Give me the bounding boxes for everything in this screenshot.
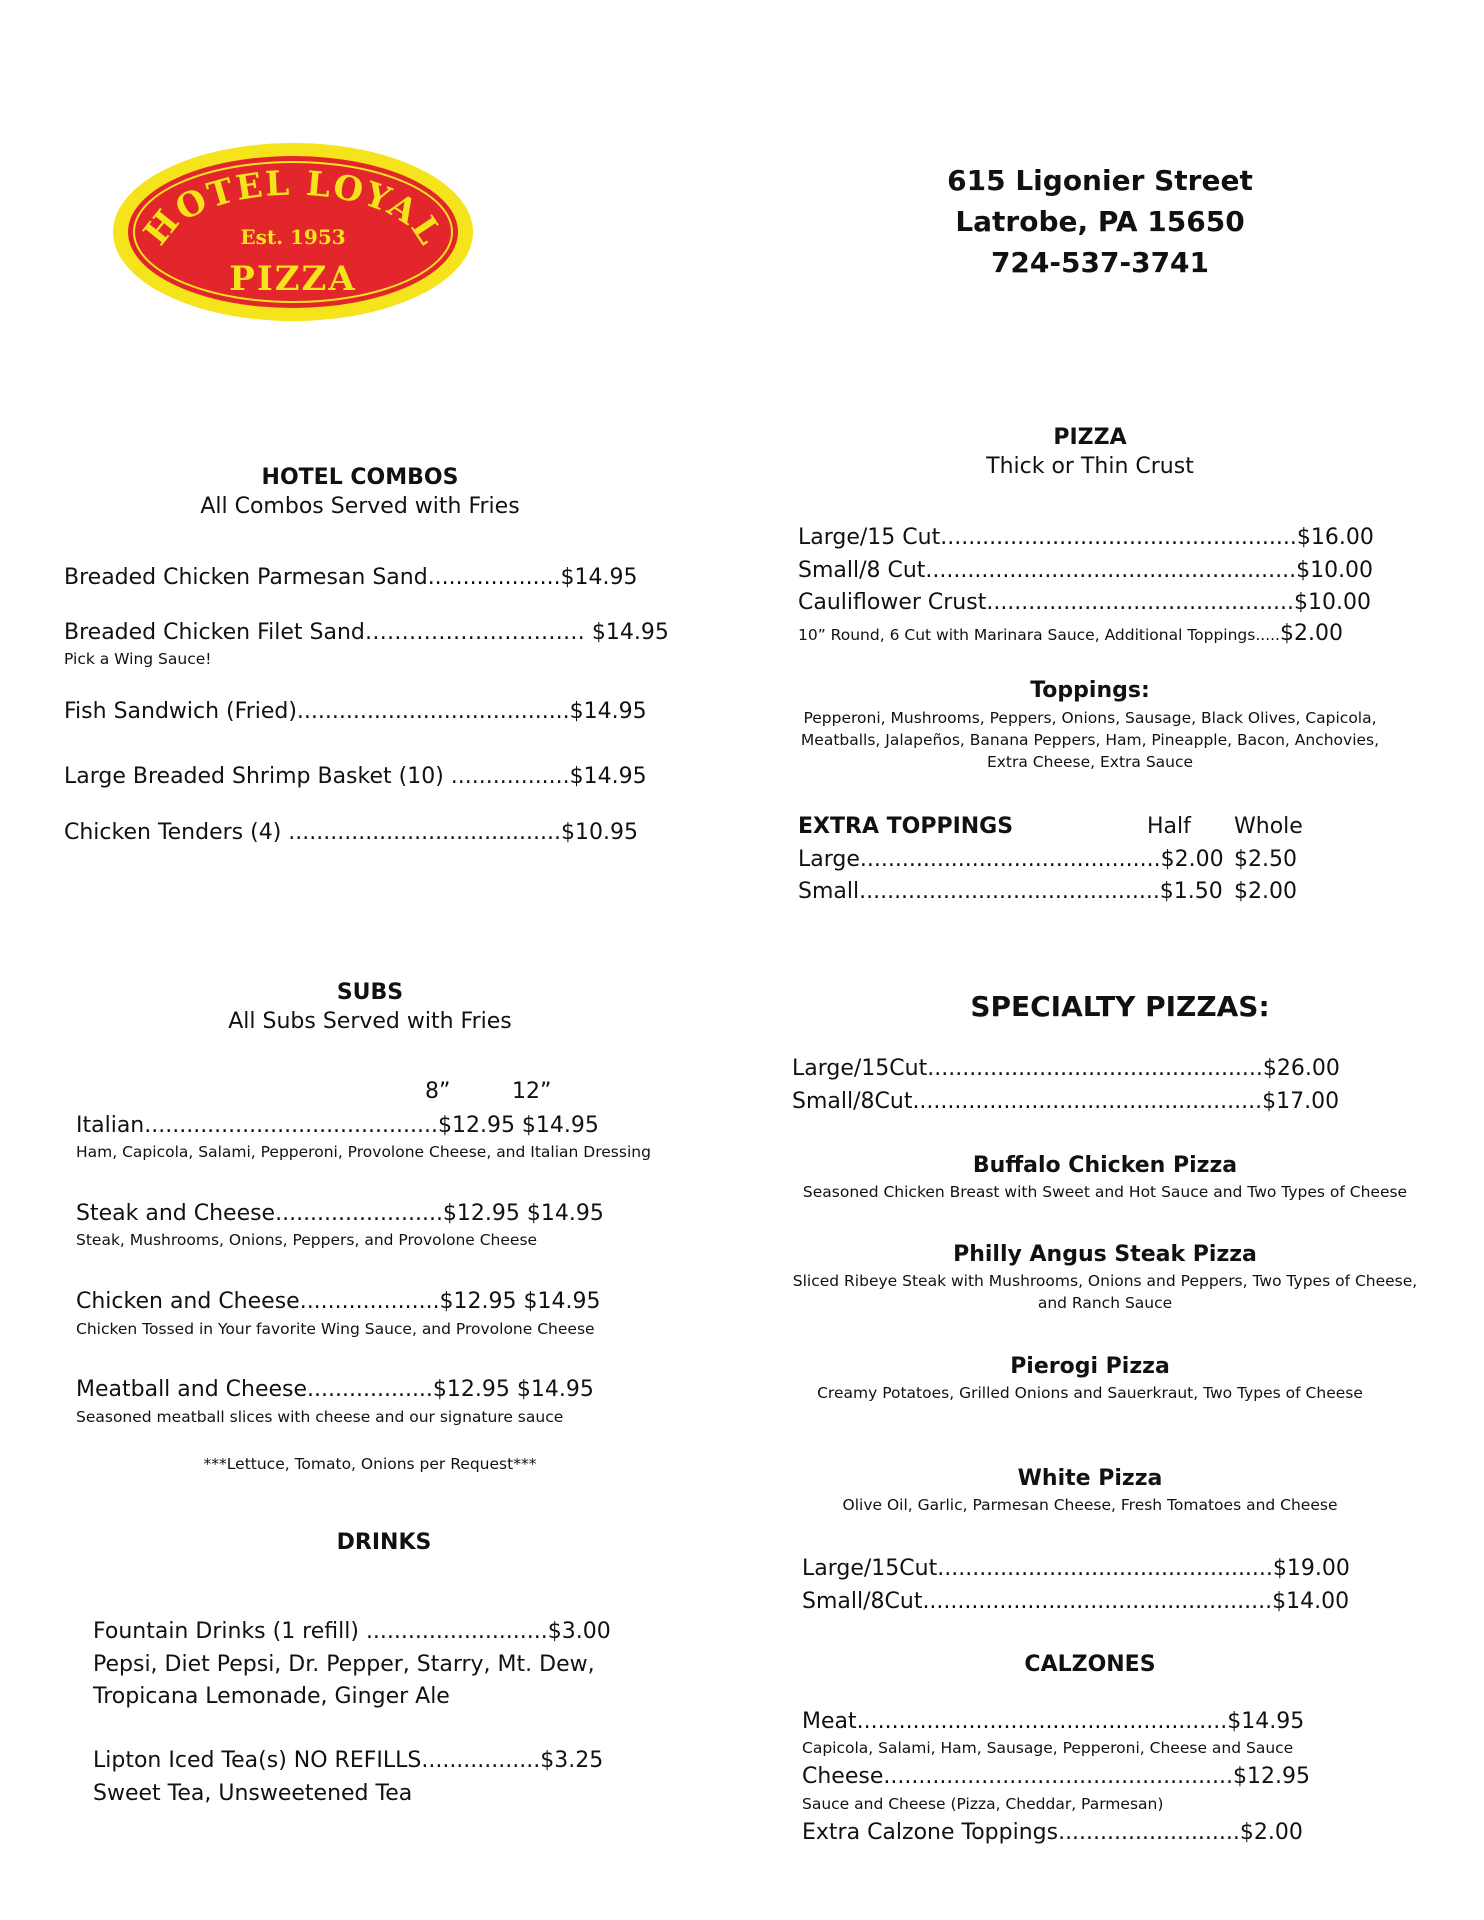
combo-item: Breaded Chicken Parmesan Sand...................$14.95 (64, 565, 638, 590)
calzones-title: CALZONES (1024, 1652, 1156, 1677)
toppings-line: Meatballs, Jalapeños, Banana Peppers, Ham, Pineapple, Bacon, Anchovies, (800, 731, 1380, 749)
sub-item: Steak and Cheese........................$12.95 $14.95 (76, 1201, 604, 1226)
subs-footnote: ***Lettuce, Tomato, Onions per Request*** (203, 1455, 537, 1473)
calzone-extra: Extra Calzone Toppings..........................$2.00 (802, 1820, 1303, 1845)
white-pizza-size: Large/15Cut................................................$19.00 (802, 1556, 1350, 1581)
pizza-note-price: $2.00 (1279, 621, 1343, 646)
address-city: Latrobe, PA 15650 (955, 205, 1245, 238)
subs-header (170, 980, 570, 1034)
sub-item-note: Chicken Tossed in Your favorite Wing Sauce, and Provolone Cheese (76, 1320, 595, 1338)
combos-header (160, 465, 560, 519)
sub-item: Meatball and Cheese..................$12.95 $14.95 (76, 1377, 594, 1402)
pizza-note (798, 621, 1343, 646)
subs-title: SUBS (336, 980, 404, 1005)
calzone-meat-note: Capicola, Salami, Ham, Sausage, Pepperoni, Cheese and Sauce (802, 1739, 1294, 1757)
extra-large-whole: $2.50 (1234, 847, 1297, 872)
specialty-pizza-name: White Pizza (1017, 1466, 1163, 1491)
drinks-line: Tropicana Lemonade, Ginger Ale (93, 1684, 450, 1709)
combo-item: Fish Sandwich (Fried).......................................$14.95 (64, 699, 647, 724)
specialty-pizza-desc: Olive Oil, Garlic, Parmesan Cheese, Fresh Tomatoes and Cheese (842, 1496, 1338, 1514)
combo-item: Chicken Tenders (4) .......................................$10.95 (64, 820, 638, 845)
combo-item: Large Breaded Shrimp Basket (10) .................$14.95 (64, 764, 647, 789)
address-block (900, 160, 1300, 283)
pizza-item: Large/15 Cut...................................................$16.00 (798, 525, 1374, 550)
subs-size-8: 8” (425, 1079, 451, 1104)
pizza-title: PIZZA (1053, 425, 1127, 450)
specialty-pizza-desc: Seasoned Chicken Breast with Sweet and Hot Sauce and Two Types of Cheese (802, 1183, 1408, 1201)
extra-small-whole: $2.00 (1234, 879, 1297, 904)
extra-whole-header: Whole (1234, 814, 1303, 839)
pizza-subtitle: Thick or Thin Crust (986, 454, 1194, 479)
toppings-line: Pepperoni, Mushrooms, Peppers, Onions, Sausage, Black Olives, Capicola, (803, 709, 1377, 727)
toppings-block (790, 678, 1390, 773)
specialty-pizza-desc: Creamy Potatoes, Grilled Onions and Sauerkraut, Two Types of Cheese (817, 1384, 1363, 1402)
specialty-pizza-desc: Sliced Ribeye Steak with Mushrooms, Onions and Peppers, Two Types of Cheese, (792, 1272, 1418, 1290)
pizza-header (890, 425, 1290, 479)
extra-small: Small...........................................$1.50 (798, 879, 1223, 904)
sub-item-note: Seasoned meatball slices with cheese and our signature sauce (76, 1408, 564, 1426)
white-pizza-size: Small/8Cut..................................................$14.00 (802, 1589, 1350, 1614)
combo-item: Breaded Chicken Filet Sand………………………… $14.95 (64, 620, 669, 645)
extra-toppings-title: EXTRA TOPPINGS (798, 814, 1014, 839)
calzone-meat: Meat.....................................................$14.95 (802, 1709, 1305, 1734)
combo-item-note: Pick a Wing Sauce! (64, 650, 212, 668)
hotel-loyal-logo (112, 142, 474, 322)
drinks-line: Lipton Iced Tea(s) NO REFILLS.................$3.25 (93, 1748, 604, 1773)
calzone-cheese: Cheese..................................................$12.95 (802, 1764, 1311, 1789)
toppings-line: Extra Cheese, Extra Sauce (986, 753, 1194, 771)
specialty-pizza (790, 1242, 1420, 1314)
toppings-title: Toppings: (1030, 678, 1150, 703)
specialty-pizza-desc: and Ranch Sauce (1037, 1294, 1173, 1312)
pizza-item: Cauliflower Crust............................................$10.00 (798, 590, 1372, 615)
sub-item: Chicken and Cheese....................$12.95 $14.95 (76, 1289, 601, 1314)
sub-item-note: Ham, Capicola, Salami, Pepperoni, Provolone Cheese, and Italian Dressing (76, 1143, 651, 1161)
extra-half-header: Half (1147, 814, 1191, 839)
specialty-pizza (775, 1354, 1405, 1404)
sub-item-note: Steak, Mushrooms, Onions, Peppers, and Provolone Cheese (76, 1231, 538, 1249)
logo-line2: Est. 1953 (240, 225, 346, 249)
calzone-cheese-note: Sauce and Cheese (Pizza, Cheddar, Parmesan) (802, 1795, 1164, 1813)
specialty-size: Large/15Cut................................................$26.00 (792, 1056, 1340, 1081)
address-street: 615 Ligonier Street (947, 164, 1253, 197)
extra-large: Large...........................................$2.00 (798, 847, 1224, 872)
address-phone: 724-537-3741 (990, 246, 1210, 279)
drinks-line: Fountain Drinks (1 refill) ..........................$3.00 (93, 1619, 611, 1644)
specialty-pizza (775, 1466, 1405, 1516)
combos-subtitle: All Combos Served with Fries (200, 494, 520, 519)
drinks-line: Sweet Tea, Unsweetened Tea (93, 1781, 413, 1806)
specialty-pizza-name: Buffalo Chicken Pizza (972, 1153, 1238, 1178)
drinks-title: DRINKS (336, 1530, 432, 1555)
specialty-pizza-name: Philly Angus Steak Pizza (953, 1242, 1257, 1267)
drinks-line: Pepsi, Diet Pepsi, Dr. Pepper, Starry, Mt. Dew, (93, 1652, 595, 1677)
specialty-pizza (790, 1153, 1420, 1203)
sub-item: Italian..........................................$12.95 $14.95 (76, 1113, 599, 1138)
pizza-note-text: 10” Round, 6 Cut with Marinara Sauce, Additional Toppings..... (798, 626, 1280, 644)
subs-subtitle: All Subs Served with Fries (228, 1009, 512, 1034)
logo-line1: HOTEL LOYAL (136, 163, 451, 254)
specialty-size: Small/8Cut..................................................$17.00 (792, 1089, 1340, 1114)
combos-title: HOTEL COMBOS (261, 465, 459, 490)
specialty-pizza-name: Pierogi Pizza (1010, 1354, 1170, 1379)
logo-line3: PIZZA (229, 259, 357, 299)
pizza-item: Small/8 Cut.....................................................$10.00 (798, 558, 1374, 583)
specialty-title: SPECIALTY PIZZAS: (970, 990, 1270, 1023)
subs-size-12: 12” (512, 1079, 552, 1104)
